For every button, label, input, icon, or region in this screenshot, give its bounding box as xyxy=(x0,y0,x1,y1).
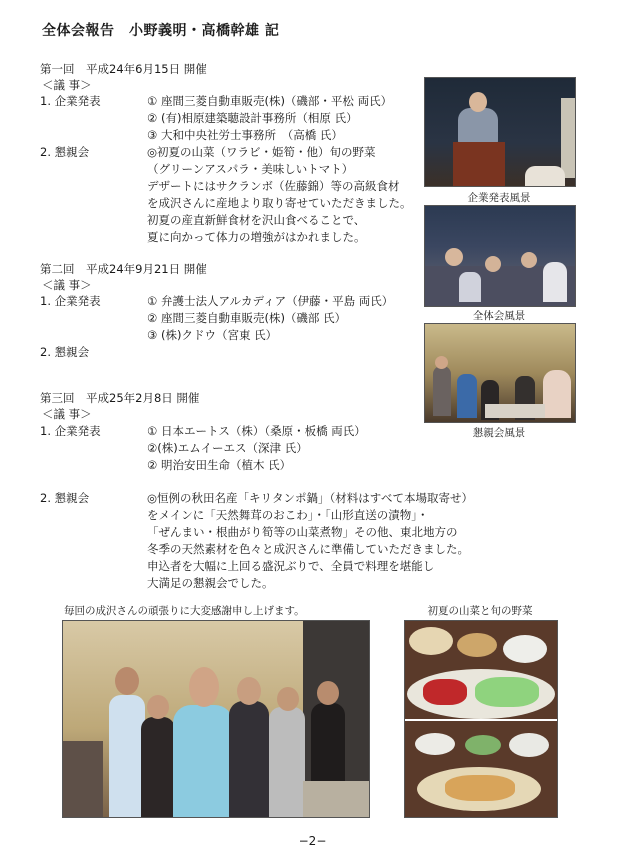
meeting1-party-line-2: （グリーンアスパラ・美味しいトマト） xyxy=(147,162,354,176)
meeting3-party-line-4: 冬季の天然素材を色々と成沢さんに準備していただきました。 xyxy=(147,542,469,556)
meeting2-presenter-3: ③ (株)クドウ（宮東 氏） xyxy=(147,328,278,342)
meeting2-item1-label: 1. 企業発表 xyxy=(40,294,101,308)
meeting2-presenter-1: ① 弁護士法人アルカディア（伊藤・平島 両氏） xyxy=(147,294,394,308)
meeting1-party-line-5: 初夏の産直新鮮食材を沢山食べることで、 xyxy=(147,213,366,227)
food-photo xyxy=(404,620,558,818)
meeting1-party-line-4: を成沢さんに産地より取り寄せていただきました。 xyxy=(147,196,412,210)
meeting3-presenter-1: ① 日本エートス（株）（桑原・板橋 両氏） xyxy=(147,424,366,438)
meeting2-presenter-2: ② 座間三菱自動車販売(株)（磯部 氏） xyxy=(147,311,347,325)
meeting1-presenter-3: ③ 大和中央社労士事務所 （高橋 氏） xyxy=(147,128,343,142)
meeting3-party-line-2: をメインに「天然舞茸のおこわ」・「山形直送の漬物」・ xyxy=(147,508,429,522)
meeting-hall-photo xyxy=(424,205,576,307)
presentation-photo-caption: 企業発表風景 xyxy=(467,192,531,204)
meeting1-presenter-1: ① 座間三菱自動車販売(株)（磯部・平松 両氏） xyxy=(147,94,393,108)
meeting1-party-line-3: デザートにはサクランボ（佐藤錦）等の高級食材 xyxy=(147,179,400,193)
meeting1-item1-label: 1. 企業発表 xyxy=(40,94,101,108)
meeting3-party-line-1: ◎恒例の秋田名産「キリタンポ鍋」（材料はすべて本場取寄せ） xyxy=(147,491,474,505)
meeting3-presenter-3: ② 明治安田生命（植木 氏） xyxy=(147,458,292,472)
page-number: −2− xyxy=(298,834,327,848)
meeting3-agenda: ＜議 事＞ xyxy=(42,407,92,421)
meeting-hall-photo-caption: 全体会風景 xyxy=(472,310,526,322)
meeting3-heading: 第三回 平成25年2月8日 開催 xyxy=(40,391,200,405)
meeting3-item1-label: 1. 企業発表 xyxy=(40,424,101,438)
presentation-photo xyxy=(424,77,576,187)
meeting1-item2-label: 2. 懇親会 xyxy=(40,145,90,159)
meeting1-party-line-6: 夏に向かって体力の増強がはかれました。 xyxy=(147,230,366,244)
meeting2-agenda: ＜議 事＞ xyxy=(42,278,92,292)
meeting3-presenter-2: ②(株)エムイーエス（深津 氏） xyxy=(147,441,308,455)
meeting1-presenter-2: ② (有)相原建築聴設計事務所（相原 氏） xyxy=(147,111,358,125)
meeting1-heading: 第一回 平成24年6月15日 開催 xyxy=(40,62,207,76)
meeting3-item2-label: 2. 懇親会 xyxy=(40,491,90,505)
meeting3-party-line-5: 申込者を大幅に上回る盛況ぶりで、全員で料理を堪能し xyxy=(147,559,435,573)
page-title: 全体会報告 小野義明・高橋幹雄 記 xyxy=(42,23,280,39)
meeting3-party-line-3: 「ぜんまい・根曲がり筍等の山菜煮物」その他、東北地方の xyxy=(147,525,458,539)
group-photo xyxy=(62,620,370,818)
meeting2-item2-label: 2. 懇親会 xyxy=(40,345,90,359)
meeting3-party-line-6: 大満足の懇親会でした。 xyxy=(147,576,274,590)
group-photo-caption: 毎回の成沢さんの頑張りに大変感謝申し上げます。 xyxy=(64,605,305,617)
meeting1-agenda: ＜議 事＞ xyxy=(42,78,92,92)
food-photo-caption: 初夏の山菜と旬の野菜 xyxy=(427,605,533,617)
party-photo xyxy=(424,323,576,423)
meeting1-party-line-1: ◎初夏の山菜（ワラビ・姫筍・他）旬の野菜 xyxy=(147,145,376,159)
meeting2-heading: 第二回 平成24年9月21日 開催 xyxy=(40,262,207,276)
party-photo-caption: 懇親会風景 xyxy=(472,427,526,439)
